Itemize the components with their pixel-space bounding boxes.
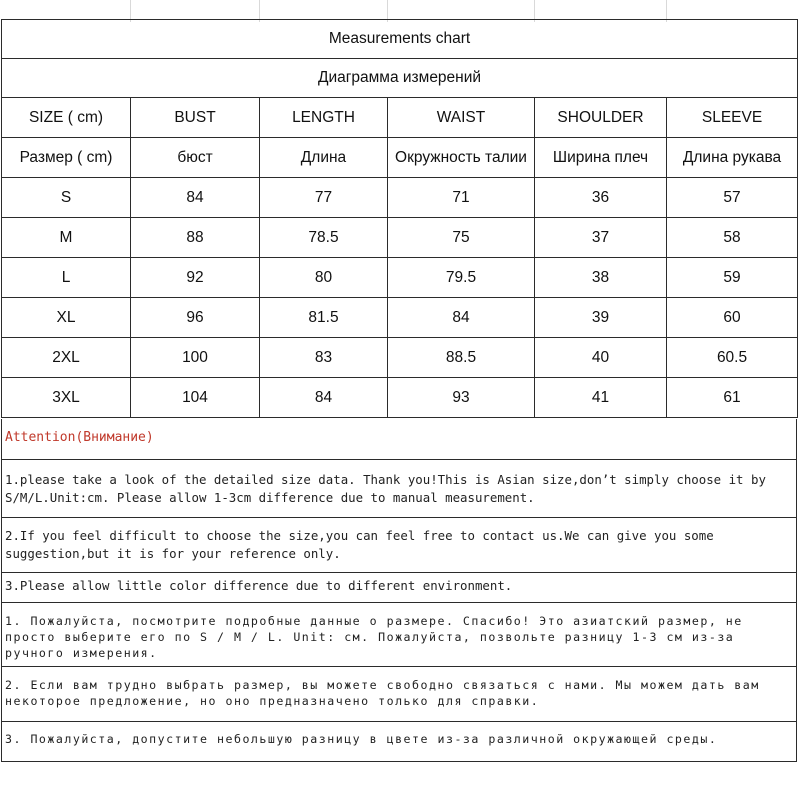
table-cell: 41 — [535, 378, 667, 418]
table-cell: 88 — [131, 218, 260, 258]
size-cell: 2XL — [2, 338, 131, 378]
table-cell: 75 — [388, 218, 535, 258]
size-cell: XL — [2, 298, 131, 338]
table-cell: 78.5 — [260, 218, 388, 258]
table-cell: 93 — [388, 378, 535, 418]
table-cell: 81.5 — [260, 298, 388, 338]
column-header: Длина — [260, 138, 388, 178]
table-row — [2, 338, 798, 378]
table-cell: 83 — [260, 338, 388, 378]
size-cell: 3XL — [2, 378, 131, 418]
column-header: BUST — [131, 98, 260, 138]
table-cell: 61 — [667, 378, 798, 418]
column-header: бюст — [131, 138, 260, 178]
header-row-ru — [2, 138, 798, 178]
column-header: Размер ( cm) — [2, 138, 131, 178]
column-header: SLEEVE — [667, 98, 798, 138]
table-cell: 58 — [667, 218, 798, 258]
table-title-en: Measurements chart — [2, 20, 798, 59]
column-header: Длина рукава — [667, 138, 798, 178]
table-cell: 88.5 — [388, 338, 535, 378]
table-cell: 84 — [388, 298, 535, 338]
table-row — [2, 178, 798, 218]
column-header: WAIST — [388, 98, 535, 138]
table-cell: 38 — [535, 258, 667, 298]
column-header: SHOULDER — [535, 98, 667, 138]
note-en-2: 2.If you feel difficult to choose the size,you can feel free to contact us.We can give you some suggestion,but it is for your reference only. — [2, 517, 796, 572]
column-header: SIZE ( cm) — [2, 98, 131, 138]
size-cell: S — [2, 178, 131, 218]
note-ru-1: 1. Пожалуйста, посмотрите подробные данные о размере. Спасибо! Это азиатский размер, не просто выберите его по S / M / L. Unit: см. Пожалуйста, позвольте разницу 1-3 см из-за ручного измерения. — [2, 602, 796, 666]
table-cell: 40 — [535, 338, 667, 378]
column-header: Окружность талии — [388, 138, 535, 178]
header-row-en — [2, 98, 798, 138]
size-cell: L — [2, 258, 131, 298]
table-row — [2, 258, 798, 298]
table-cell: 36 — [535, 178, 667, 218]
table-cell: 104 — [131, 378, 260, 418]
table-cell: 100 — [131, 338, 260, 378]
table-cell: 96 — [131, 298, 260, 338]
note-en-3: 3.Please allow little color difference due to different environment. — [2, 572, 796, 602]
table-cell: 84 — [131, 178, 260, 218]
column-header: LENGTH — [260, 98, 388, 138]
attention-heading: Attention(Внимание) — [5, 430, 154, 445]
table-cell: 80 — [260, 258, 388, 298]
table-cell: 84 — [260, 378, 388, 418]
table-cell: 57 — [667, 178, 798, 218]
table-row — [2, 298, 798, 338]
table-cell: 77 — [260, 178, 388, 218]
table-cell: 39 — [535, 298, 667, 338]
table-cell: 79.5 — [388, 258, 535, 298]
table-title-ru: Диаграмма измерений — [2, 59, 798, 98]
size-cell: M — [2, 218, 131, 258]
table-cell: 60.5 — [667, 338, 798, 378]
table-cell: 92 — [131, 258, 260, 298]
table-cell: 71 — [388, 178, 535, 218]
note-en-1: 1.please take a look of the detailed size data. Thank you!This is Asian size,don’t simply choose it by S/M/L.Unit:cm. Please allow 1-3cm difference due to manual measurement. — [2, 459, 796, 517]
table-cell: 60 — [667, 298, 798, 338]
column-header: Ширина плеч — [535, 138, 667, 178]
table-row — [2, 378, 798, 418]
measurements-table — [1, 19, 798, 418]
note-ru-3: 3. Пожалуйста, допустите небольшую разницу в цвете из-за различной окружающей среды. — [2, 721, 796, 761]
table-cell: 37 — [535, 218, 667, 258]
note-ru-2: 2. Если вам трудно выбрать размер, вы можете свободно связаться с нами. Мы можем дать вам некоторое предложение, но оно предназначено только для справки. — [2, 666, 796, 721]
table-cell: 59 — [667, 258, 798, 298]
table-row — [2, 218, 798, 258]
notes-section — [1, 419, 797, 762]
